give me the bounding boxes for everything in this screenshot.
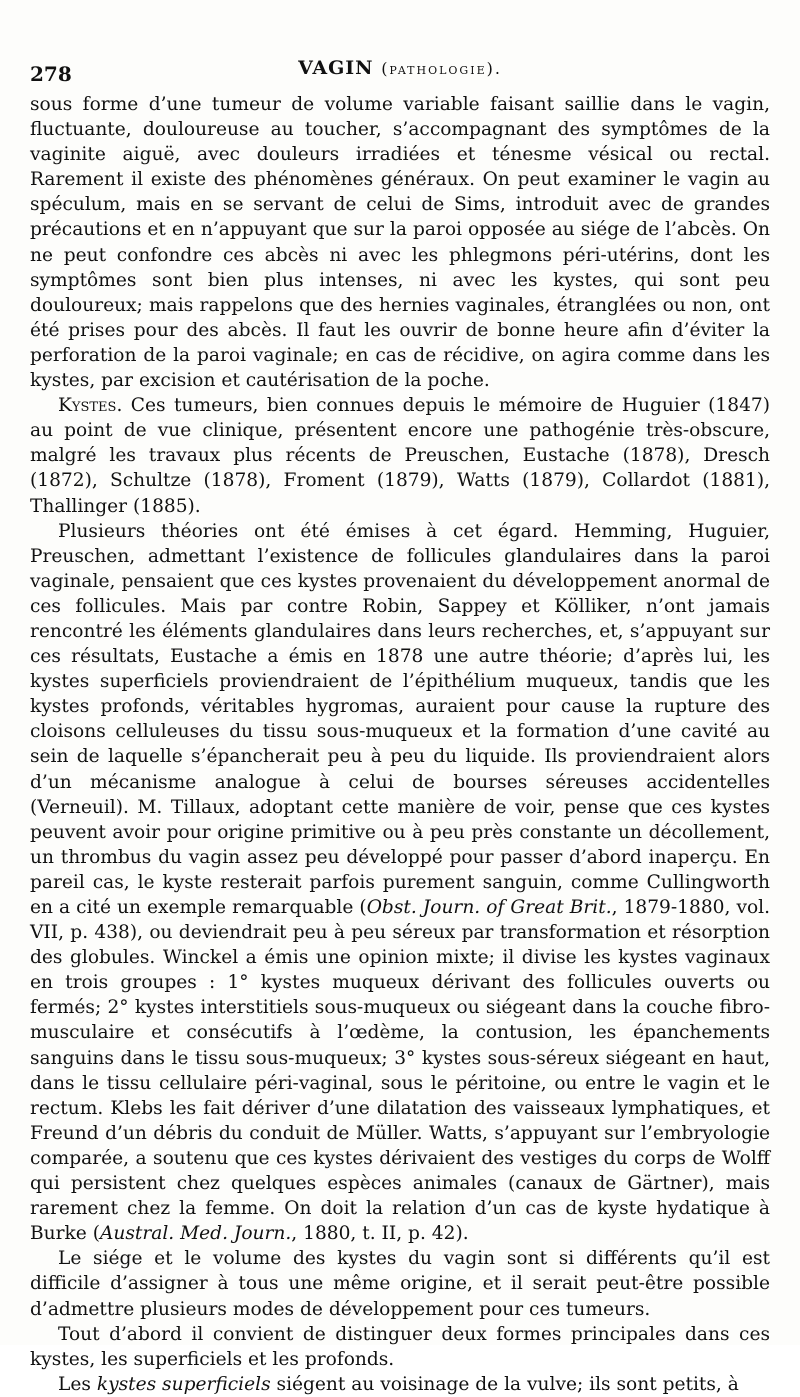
paragraph-text: Tout d’abord il convient de distinguer deux formes principales dans ces kystes, les superficiels et les profonds.: [30, 1323, 770, 1370]
paragraph-text: Plusieurs théories ont été émises à cet égard. Hemming, Huguier, Preuschen, admettant l’existence de follicules glandulaires dans la paroi vaginale, pensaient que ces kystes provenaient du développement anormal de ces follicules. Mais par contre Robin, Sappey et Kölliker, n’ont jamais rencontré les éléments glandulaires dans leurs recherches, et, s’appuyant sur ces résultats, Eustache a émis en 1878 une autre théorie; d’après lui, les kystes superficiels proviendraient de l’épithélium muqueux, tandis que les kystes profonds, véritables hygromas, auraient pour cause la rupture des cloisons celluleuses du tissu sous-muqueux et la formation d’une cavité au sein de laquelle s’épancherait peu à peu du liquide. Ils proviendraient alors d’un mécanisme analogue à celui de bourses séreuses accidentelles (Verneuil). M. Tillaux, adoptant cette manière de voir, pense que ces kystes peuvent avoir pour origine primitive ou à peu près constante un décollement, un thrombus du vagin assez peu développé pour passer d’abord inaperçu. En pareil cas, le kyste resterait parfois purement sanguin, comme Cullingworth en a cité un exemple remarquable (: [30, 520, 770, 918]
paragraph-text: , 1880, t. II, p. 42).: [291, 1223, 469, 1245]
running-head-title: VAGIN: [298, 57, 374, 79]
paragraph-text: Ces tumeurs, bien connues depuis le mémoire de Huguier (1847) au point de vue clinique, présentent encore une pathogénie très-obscure, malgré les travaux plus récents de Preuschen, Eustache (1878), Dresch (1872), Schultze (1878), Froment (1879), Watts (1879), Collardot (1881), Thallinger (1885).: [30, 395, 770, 517]
paragraph-theories: [30, 519, 770, 1247]
running-head-subtitle: (pathologie).: [381, 59, 502, 78]
paragraph-text: , 1879-1880, vol. VII, p. 438), ou deviendrait peu à peu séreux par transformation et résorption des globules. Winckel a émis une opinion mixte; il divise les kystes vaginaux en trois groupes : 1° kystes muqueux dérivant des follicules ouverts ou fermés; 2° kystes interstitiels sous-muqueux ou siégeant dans la couche fibro-musculaire et consécutifs à l’œdème, la contusion, les épanchements sanguins dans le tissu sous-muqueux; 3° kystes sous-séreux siégeant en haut, dans le tissu cellulaire péri-vaginal, sous le péritoine, ou entre le vagin et le rectum. Klebs les fait dériver d’une dilatation des vaisseaux lymphatiques, et Freund d’un débris du conduit de Müller. Watts, s’appuyant sur l’embryologie comparée, a soutenu que ces kystes dérivaient des vestiges du corps de Wolff qui persistent chez quelques espèces animales (canaux de Gärtner), mais rarement chez la femme. On doit la relation d’un cas de kyste hydatique à Burke (: [30, 897, 771, 1245]
paragraph-text: Les: [58, 1373, 97, 1395]
citation-austral-med-journ: Austral. Med. Journ.: [99, 1223, 292, 1245]
paragraph-siege-volume: [30, 1246, 770, 1321]
paragraph-text: Le siége et le volume des kystes du vagin sont si différents qu’il est difficile d’assigner à tous une même origine, et il serait peut-être possible d’admettre plusieurs modes de développement pour ces tumeurs.: [30, 1248, 770, 1320]
paragraph-abces-end: [30, 92, 770, 393]
page-number: 278: [30, 62, 72, 86]
paragraph-text: sous forme d’une tumeur de volume variable faisant saillie dans le vagin, fluctuante, douloureuse au toucher, s’accompagnant des symptômes de la vaginite aiguë, avec douleurs irradiées et ténesme vésical ou rectal. Rarement il existe des phénomènes généraux. On peut examiner le vagin au spéculum, mais en se servant de celui de Sims, introduit avec de grandes précautions et en n’appuyant que sur la paroi opposée au siége de l’abcès. On ne peut confondre ces abcès ni avec les phlegmons péri-utérins, dont les symptômes sont bien plus intenses, ni avec les kystes, qui sont peu douloureux; mais rappelons que des hernies vaginales, étranglées ou non, ont été prises pour des abcès. Il faut les ouvrir de bonne heure afin d’éviter la perforation de la paroi vaginale; en cas de récidive, on agira comme dans les kystes, par excision et cautérisation de la poche.: [30, 94, 770, 392]
section-heading-kystes: Kystes.: [58, 395, 123, 417]
page-header: [30, 52, 770, 86]
body-text: [30, 92, 770, 1397]
paragraph-deux-formes: [30, 1322, 770, 1372]
paragraph-text: siégent au voisinage de la vulve; ils sont petits, à: [270, 1373, 739, 1395]
paragraph-kystes-superficiels: [30, 1372, 770, 1397]
citation-obst-journ: Obst. Journ. of Great Brit.: [366, 897, 612, 918]
paragraph-kystes: [30, 393, 770, 518]
term-kystes-superficiels: kystes superficiels: [96, 1373, 271, 1395]
running-head: [30, 57, 770, 79]
